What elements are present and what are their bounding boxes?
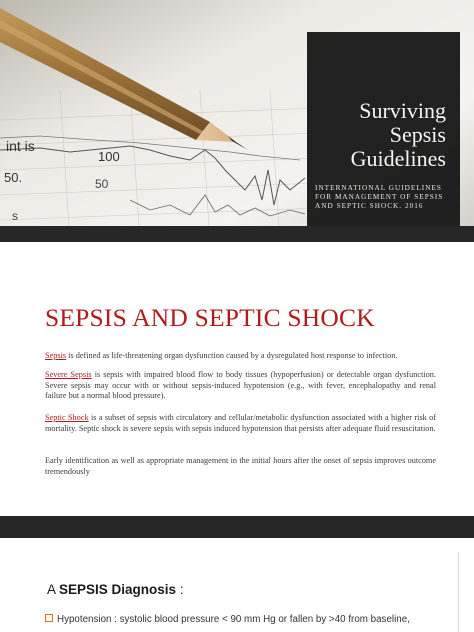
definition-sepsis-text: is defined as life-threatening organ dysfunction caused by a dysregulated host response to infection. xyxy=(66,351,398,360)
divider-band-bottom xyxy=(0,516,474,538)
definition-septic-shock xyxy=(45,413,436,434)
cover-title-line-2: Sepsis xyxy=(389,122,446,147)
cover-title-line-3: Guidelines xyxy=(350,146,446,171)
diagnosis-heading-suffix: : xyxy=(176,582,184,597)
photo-label-50: 50 xyxy=(95,177,109,191)
diagnosis-bullet xyxy=(45,614,410,628)
definition-severe-sepsis xyxy=(45,370,436,402)
diagnosis-heading xyxy=(47,582,184,597)
term-severe-sepsis: Severe Sepsis xyxy=(45,370,92,379)
definition-sepsis xyxy=(45,351,436,362)
right-rule xyxy=(458,552,459,632)
section-heading: SEPSIS AND SEPTIC SHOCK xyxy=(45,303,375,332)
checkbox-bullet-icon xyxy=(45,614,53,622)
divider-band-top xyxy=(0,226,474,242)
cover-subtitle: INTERNATIONAL GUIDELINES FOR MANAGEMENT OF SEPSIS AND SEPTIC SHOCK. 2016 xyxy=(315,184,444,210)
cover-banner xyxy=(0,0,474,242)
diagnosis-bullet-text: Hypotension : systolic blood pressure < 90 mm Hg or fallen by >40 from baseline, xyxy=(57,614,410,625)
photo-label-int: int is xyxy=(6,138,35,154)
cover-title-line-1: Surviving xyxy=(359,98,446,123)
early-identification-note: Early identification as well as appropriate management in the initial hours after the onset of sepsis improves outcome tremendously xyxy=(45,456,436,476)
photo-label-s: s xyxy=(12,209,18,223)
diagnosis-heading-bold: SEPSIS Diagnosis xyxy=(59,582,177,597)
definition-septic-shock-text: is a subset of sepsis with circulatory and cellular/metabolic dysfunction associated with a higher risk of mortality. Septic shock is severe sepsis with sepsis induced hypotension that persists after adequate fluid resuscitation. xyxy=(45,413,437,433)
term-sepsis: Sepsis xyxy=(45,351,67,360)
term-septic-shock: Septic Shock xyxy=(45,413,89,422)
title-box xyxy=(307,32,460,242)
diagnosis-heading-prefix: A xyxy=(47,582,60,597)
photo-label-100: 100 xyxy=(98,149,120,164)
definition-severe-sepsis-text: is sepsis with impaired blood flow to body tissues (hypoperfusion) or detectable organ dysfunction. Severe sepsis may occur with or without sepsis-induced hypotension (e.g., with fever, encephalopathy and renal failure but a normal blood pressure). xyxy=(45,370,436,401)
photo-label-50-dot: 50. xyxy=(4,170,23,185)
